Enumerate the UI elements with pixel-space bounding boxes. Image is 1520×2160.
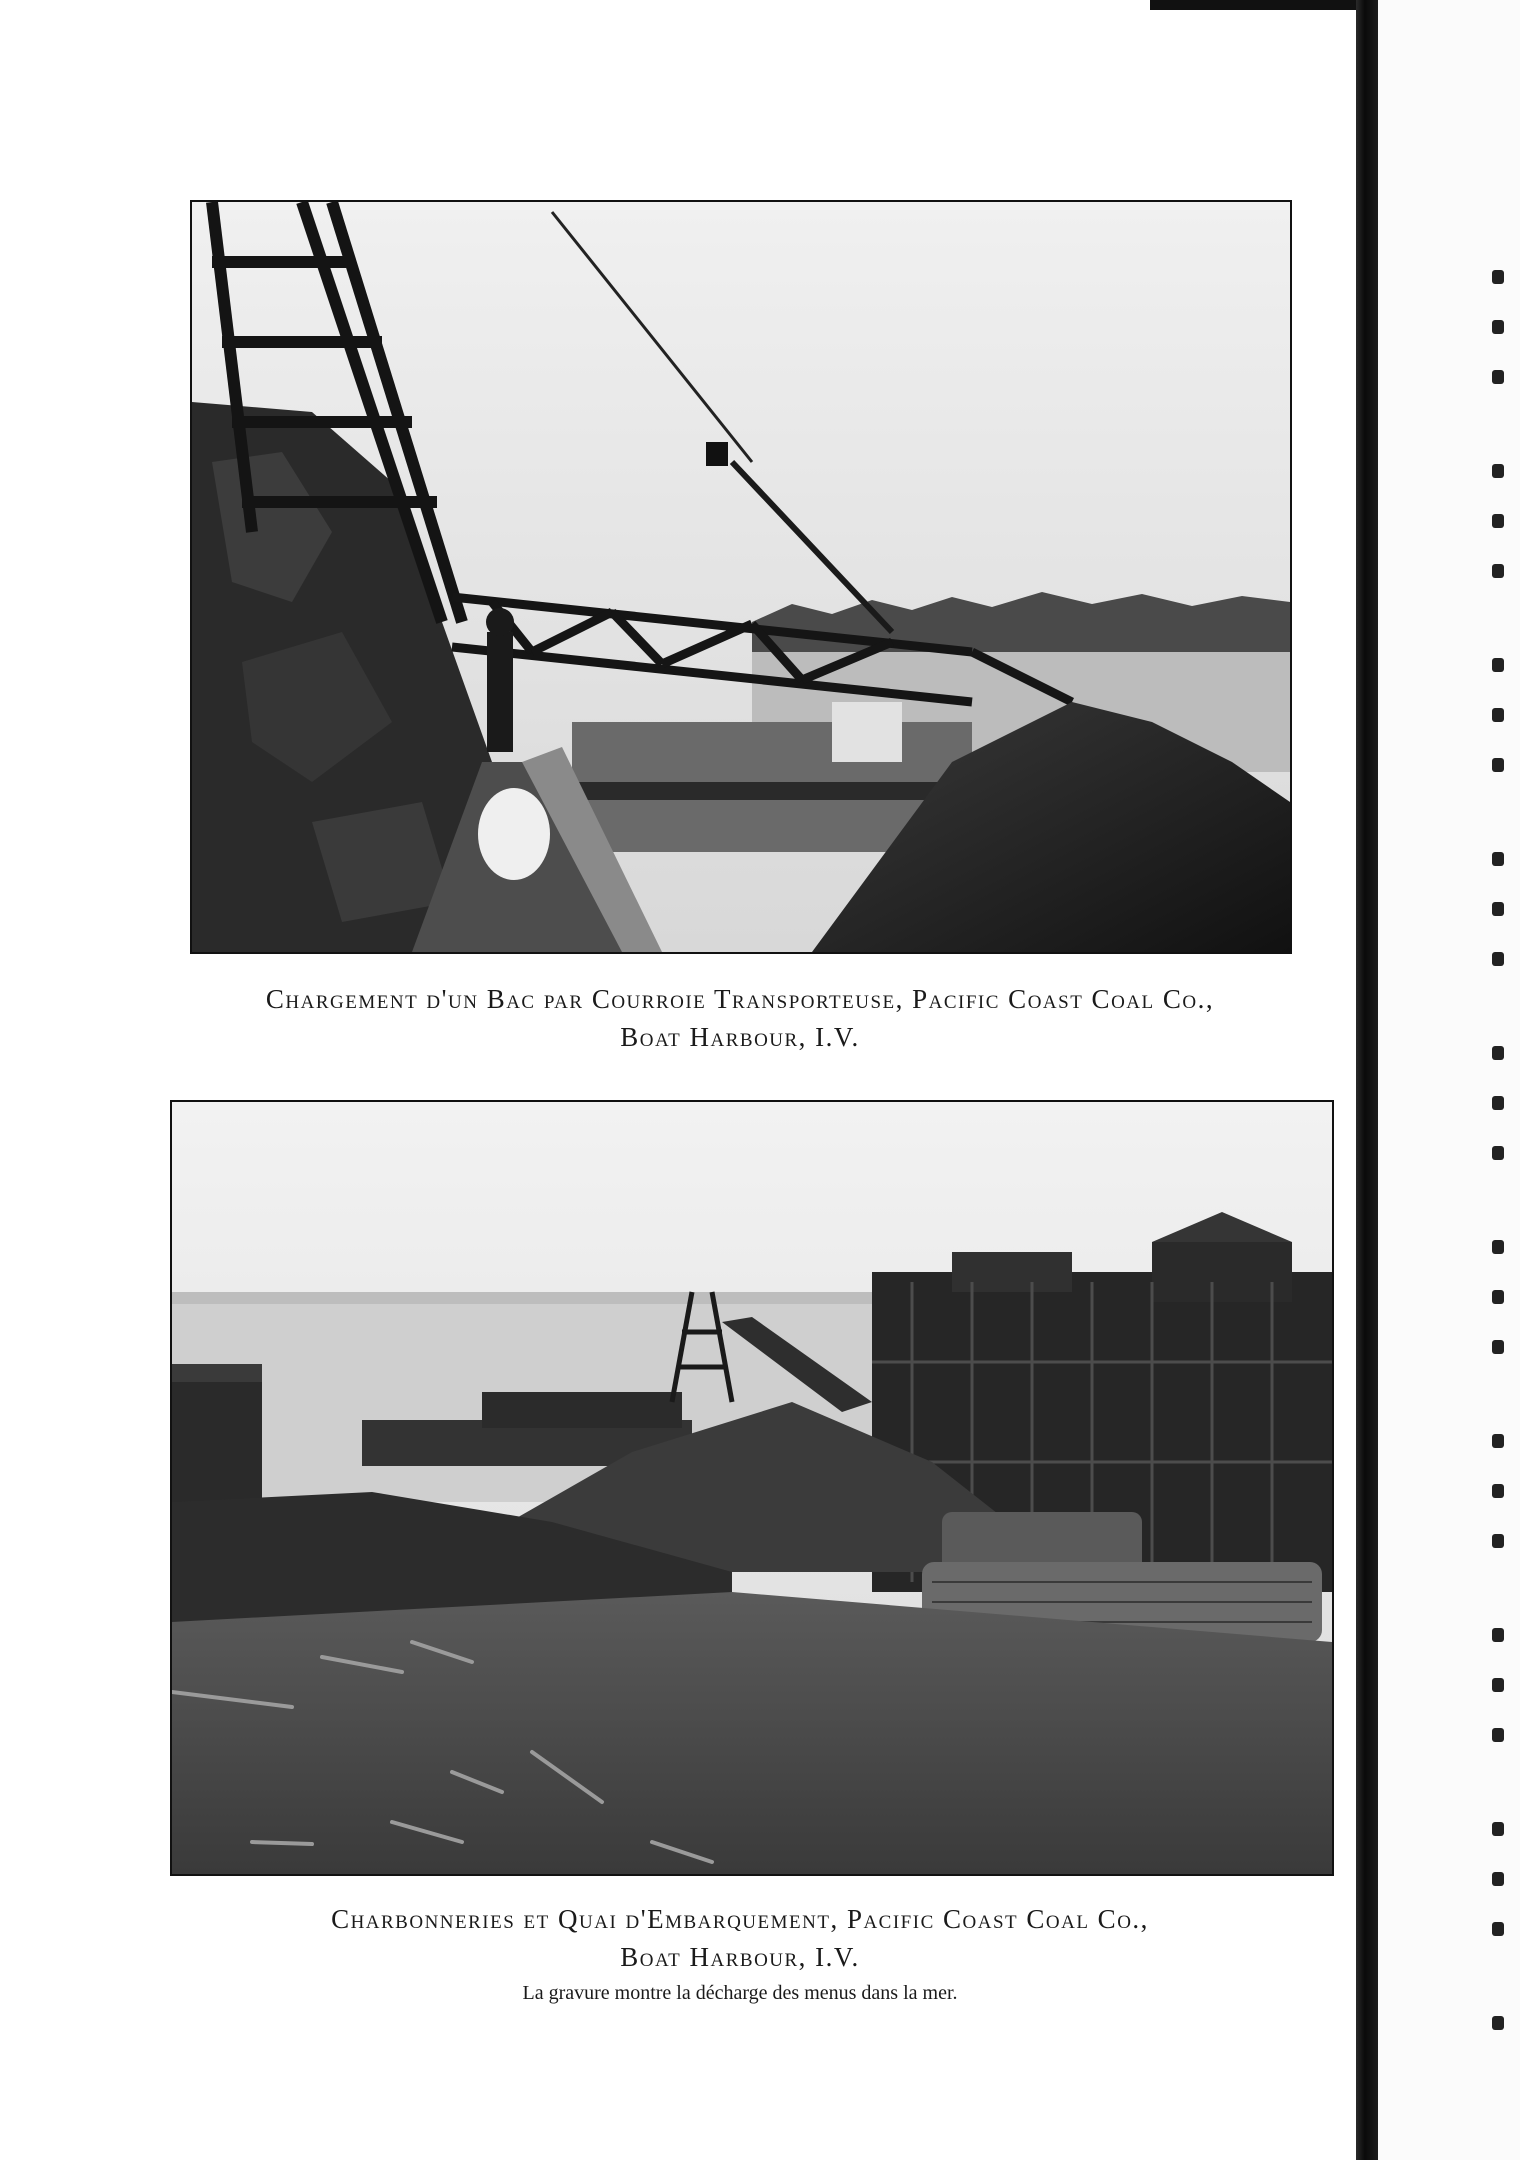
photo-bunkers-image [172, 1102, 1332, 1874]
caption-location-line: Boat Harbour, I.V. [620, 1022, 860, 1052]
photo-conveyor-loading [190, 200, 1292, 954]
caption-note: La gravure montre la décharge des menus dans la mer. [522, 1982, 958, 2004]
caption-conveyor-loading [150, 980, 1330, 1056]
caption-bunkers-wharf [150, 1900, 1330, 2008]
book-binding [1356, 0, 1378, 2160]
photo-conveyor-image [192, 202, 1290, 952]
facing-page-text-fragments [1492, 270, 1520, 2020]
caption-title-line: Chargement d'un Bac par Courroie Transporteuse, Pacific Coast Coal Co., [265, 984, 1215, 1014]
caption-location-line: Boat Harbour, I.V. [620, 1942, 860, 1972]
caption-title-line: Charbonneries et Quai d'Embarquement, Pacific Coast Coal Co., [331, 1904, 1149, 1934]
photo-bunkers-wharf [170, 1100, 1334, 1876]
